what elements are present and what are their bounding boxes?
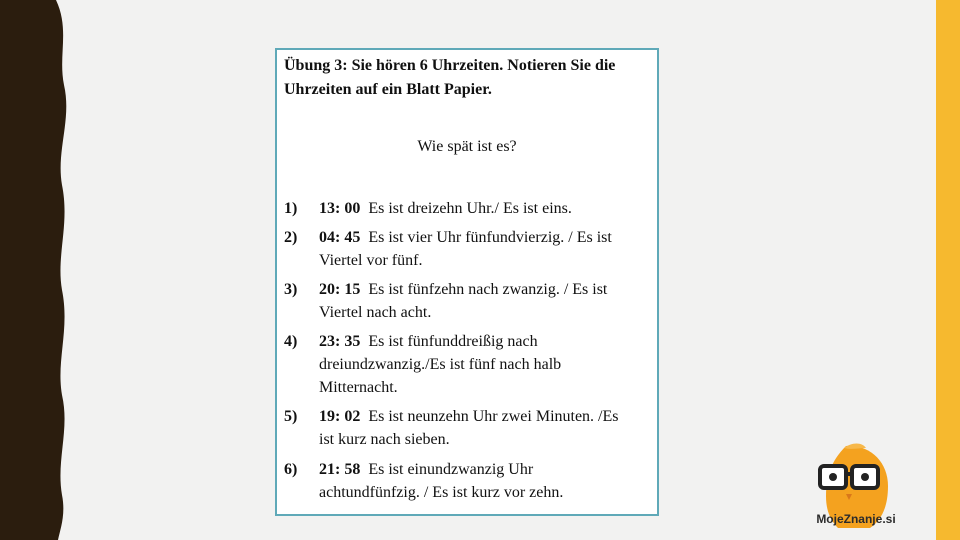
item-number: 5) (284, 408, 298, 425)
item-time: 20: 15 (319, 281, 361, 298)
left-eye (829, 473, 837, 481)
item-text: Es ist fünfunddreißig nach dreiundzwanzig./Es ist fünf nach halb Mitternacht. (319, 333, 562, 396)
exercise-question: Wie spät ist es? (417, 138, 517, 155)
item-number: 6) (284, 461, 298, 478)
yellow-bar (936, 0, 960, 540)
item-time: 21: 58 (319, 461, 361, 478)
left-decorative-band (0, 0, 72, 540)
right-eye (861, 473, 869, 481)
item-number: 4) (284, 333, 298, 350)
item-text: Es ist vier Uhr fünfundvierzig. / Es ist Viertel vor fünf. (319, 229, 612, 269)
exercise-heading: Übung 3: Sie hören 6 Uhrzeiten. Notieren Sie die Uhrzeiten auf ein Blatt Papier. (284, 57, 616, 98)
item-number: 1) (284, 200, 298, 217)
item-number: 2) (284, 229, 298, 246)
mascot-tuft (844, 444, 866, 449)
item-text: Es ist fünfzehn nach zwanzig. / Es ist Viertel nach acht. (319, 281, 608, 321)
logo-text: MojeZnanje.si (816, 512, 896, 526)
item-time: 23: 35 (319, 333, 361, 350)
glasses-bridge (846, 472, 852, 476)
item-time: 13: 00 (319, 200, 361, 217)
item-text: Es ist neunzehn Uhr zwei Minuten. /Es ist kurz nach sieben. (319, 408, 619, 448)
item-time: 04: 45 (319, 229, 361, 246)
item-text: Es ist dreizehn Uhr./ Es ist eins. (368, 200, 572, 217)
item-text: Es ist einundzwanzig Uhr achtundfünfzig. / Es ist kurz vor zehn. (319, 461, 564, 501)
item-number: 3) (284, 281, 298, 298)
dark-wavy-shape (0, 0, 66, 540)
item-time: 19: 02 (319, 408, 361, 425)
right-accent-band (936, 0, 960, 540)
